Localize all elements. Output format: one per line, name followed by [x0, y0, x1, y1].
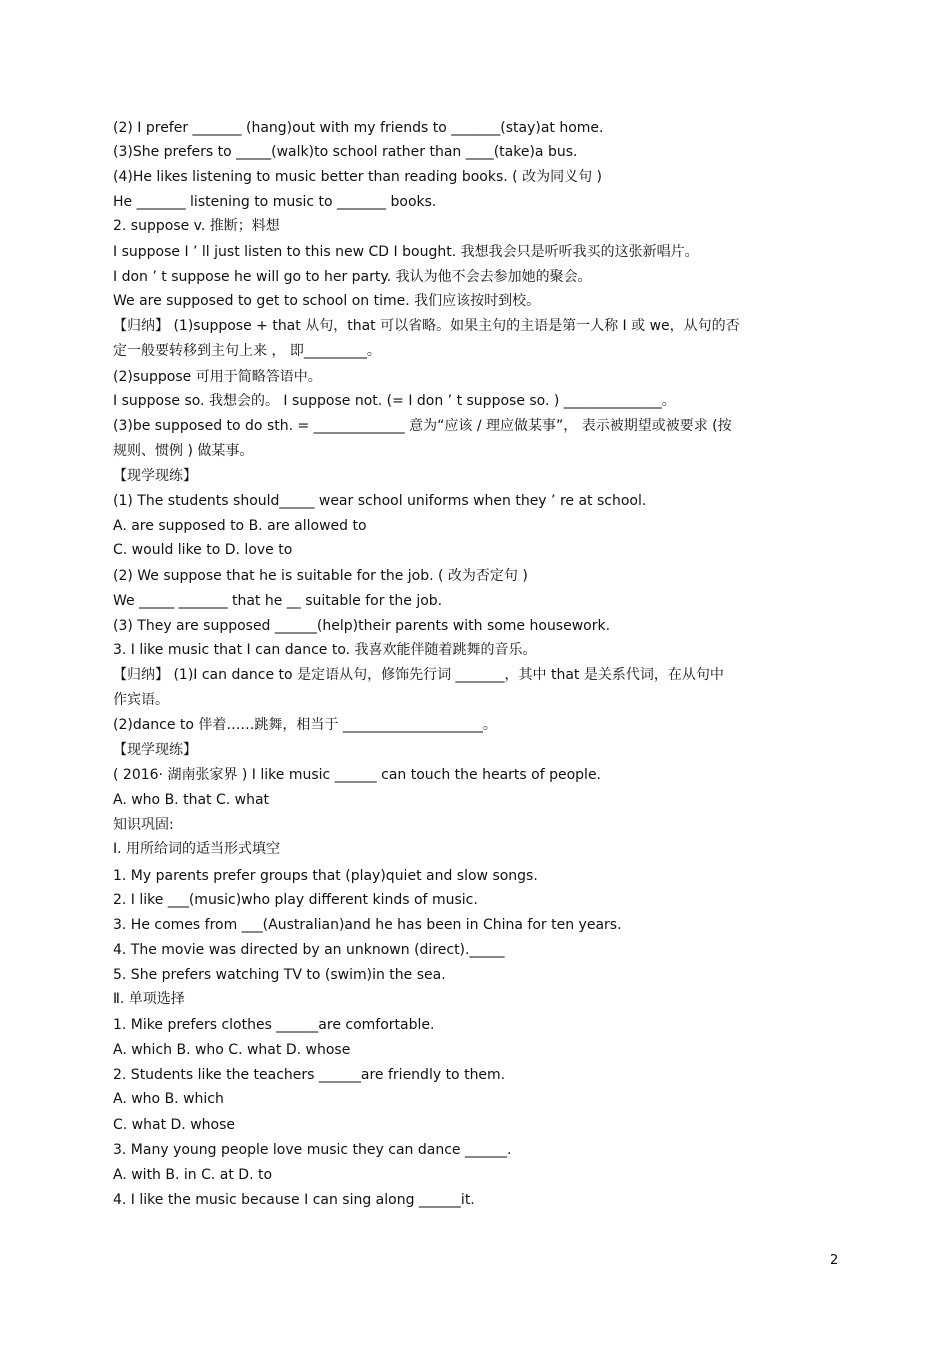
text-line: A. are supposed to B. are allowed to: [113, 518, 367, 534]
text-line: I don ’ t suppose he will go to her party. 我认为他不会去参加她的聚会。: [113, 269, 592, 285]
text-line: 定一般要转移到主句上来 ， 即_________。: [113, 343, 381, 359]
text-line: We _____ _______ that he __ suitable for the job.: [113, 593, 443, 609]
text-line: (3)be supposed to do sth. = _____________ 意为“应该 / 理应做某事”， 表示被期望或被要求 (按: [113, 418, 732, 434]
text-line: Ⅱ. 单项选择: [113, 991, 185, 1007]
text-line: He _______ listening to music to _______ books.: [113, 194, 437, 210]
text-line: 5. She prefers watching TV to (swim)in the sea.: [113, 967, 446, 983]
text-line: 3. Many young people love music they can dance ______.: [113, 1142, 512, 1158]
text-line: 2. Students like the teachers ______are friendly to them.: [113, 1067, 506, 1083]
text-line: 2. suppose v. 推断；料想: [113, 218, 280, 234]
text-line: A. with B. in C. at D. to: [113, 1167, 273, 1183]
text-line: (4)He likes listening to music better than reading books. ( 改为同义句 ): [113, 169, 602, 185]
text-line: ( 2016· 湖南张家界 ) I like music ______ can touch the hearts of people.: [113, 767, 602, 783]
text-line: 【现学现练】: [113, 468, 197, 484]
text-line: A. who B. which: [113, 1091, 224, 1107]
page-number: 2: [830, 1253, 839, 1268]
text-line: 1. My parents prefer groups that (play)quiet and slow songs.: [113, 868, 538, 884]
text-line: (3)She prefers to _____(walk)to school rather than ____(take)a bus.: [113, 144, 578, 160]
text-line: C. would like to D. love to: [113, 542, 293, 558]
text-line: 作宾语。: [113, 692, 169, 708]
text-line: (2)dance to 伴着……跳舞，相当于 ____________________。: [113, 717, 497, 733]
text-line: C. what D. whose: [113, 1117, 235, 1133]
text-line: (2) I prefer _______ (hang)out with my friends to _______(stay)at home.: [113, 120, 604, 136]
text-line: 4. The movie was directed by an unknown (direct)._____: [113, 942, 505, 958]
text-line: 【归纳】 (1)I can dance to 是定语从句，修饰先行词 _______，其中 that 是关系代词，在从句中: [113, 667, 724, 683]
text-line: A. which B. who C. what D. whose: [113, 1042, 351, 1058]
text-line: I suppose I ’ ll just listen to this new CD I bought. 我想我会只是听听我买的这张新唱片。: [113, 244, 699, 260]
text-line: A. who B. that C. what: [113, 792, 270, 808]
text-line: (2) We suppose that he is suitable for the job. ( 改为否定句 ): [113, 568, 528, 584]
text-line: 1. Mike prefers clothes ______are comfortable.: [113, 1017, 435, 1033]
text-line: (2)suppose 可用于简略答语中。: [113, 369, 322, 385]
text-line: 【现学现练】: [113, 742, 197, 758]
text-line: 2. I like ___(music)who play different kinds of music.: [113, 892, 478, 908]
text-line: We are supposed to get to school on time. 我们应该按时到校。: [113, 293, 541, 309]
text-line: 规则、惯例 ) 做某事。: [113, 443, 254, 459]
text-line: (3) They are supposed ______(help)their parents with some housework.: [113, 618, 611, 634]
text-line: I suppose so. 我想会的。 I suppose not. (= I don ’ t suppose so. ) ______________。: [113, 393, 676, 409]
text-line: 3. I like music that I can dance to. 我喜欢能伴随着跳舞的音乐。: [113, 642, 537, 658]
text-line: 3. He comes from ___(Australian)and he has been in China for ten years.: [113, 917, 622, 933]
text-line: 知识巩固:: [113, 817, 174, 833]
text-line: 4. I like the music because I can sing along ______it.: [113, 1192, 475, 1208]
text-line: (1) The students should_____ wear school uniforms when they ’ re at school.: [113, 493, 647, 509]
text-line: 【归纳】 (1)suppose + that 从句，that 可以省略。如果主句的主语是第一人称 I 或 we，从句的否: [113, 318, 740, 334]
text-line: Ⅰ. 用所给词的适当形式填空: [113, 841, 281, 857]
